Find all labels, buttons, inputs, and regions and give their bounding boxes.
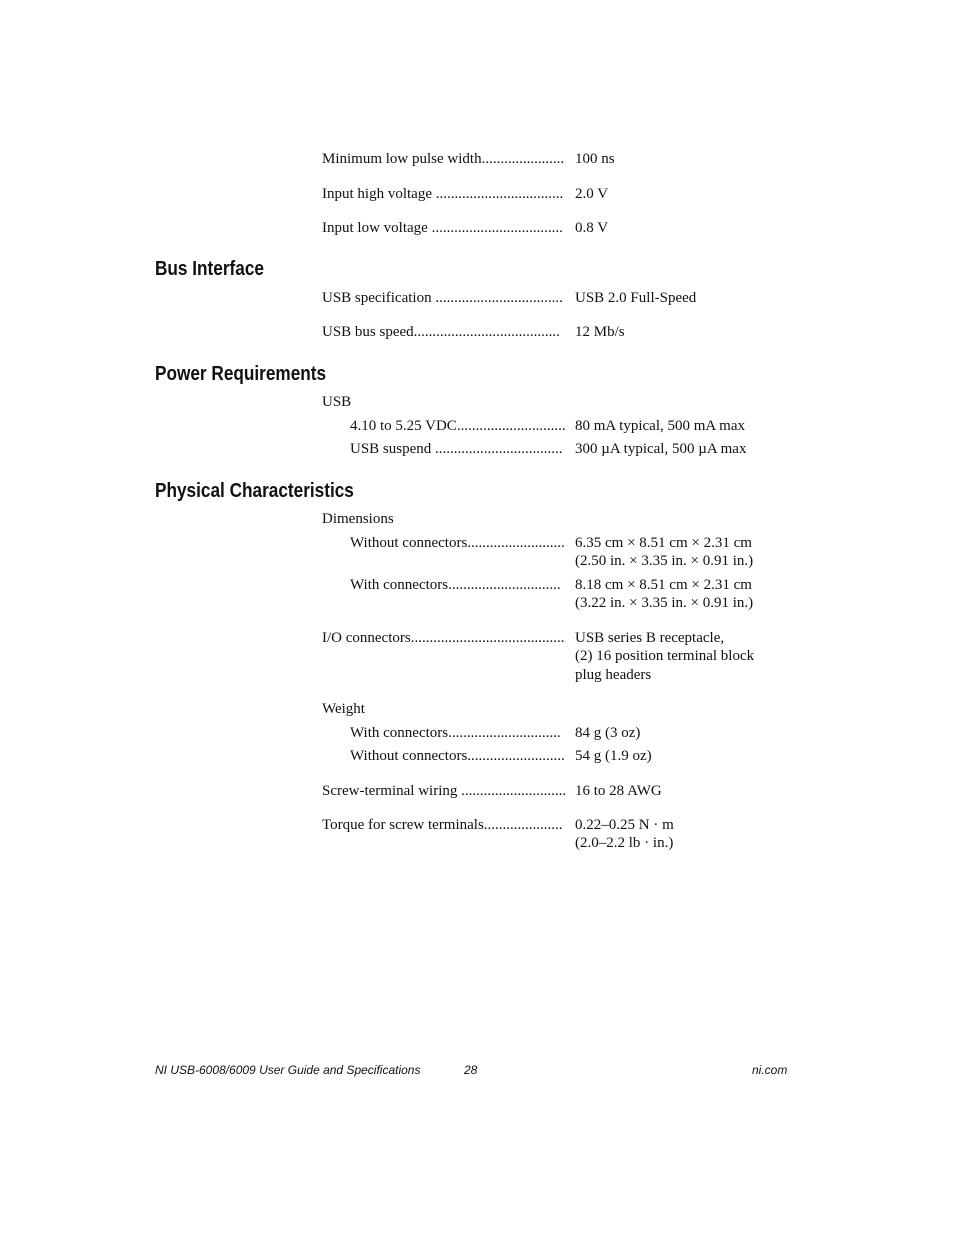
spec-value: 2.0 V bbox=[575, 186, 609, 202]
spec-label: With connectors.............................. bbox=[350, 725, 561, 741]
spec-value: 84 g (3 oz) bbox=[575, 725, 641, 741]
spec-label: USB bus speed....................................... bbox=[322, 324, 560, 340]
spec-row-dimensions-with-connectors bbox=[350, 575, 782, 595]
spec-label: Without connectors.......................... bbox=[350, 535, 565, 551]
spec-label: 4.10 to 5.25 VDC............................. bbox=[350, 418, 566, 434]
spec-label: USB specification .................................. bbox=[322, 290, 563, 306]
spec-label: Minimum low pulse width...................... bbox=[322, 151, 565, 167]
spec-value-continuation: plug headers bbox=[575, 667, 652, 683]
spec-label: USB suspend .................................. bbox=[350, 441, 563, 457]
spec-label: Input low voltage ................................... bbox=[322, 220, 563, 236]
spec-label: Torque for screw terminals..................... bbox=[322, 817, 563, 833]
spec-value: 300 µA typical, 500 µA max bbox=[575, 441, 747, 457]
footer-website: ni.com bbox=[752, 1063, 788, 1077]
section-heading-power-requirements: Power Requirements bbox=[155, 363, 327, 385]
spec-value-continuation: (2) 16 position terminal block bbox=[575, 648, 755, 664]
spec-value-continuation: (2.50 in. × 3.35 in. × 0.91 in.) bbox=[575, 553, 754, 569]
spec-row-io-connectors bbox=[322, 628, 782, 648]
spec-label: With connectors.............................. bbox=[350, 577, 561, 593]
group-label-weight: Weight bbox=[322, 701, 365, 717]
spec-value: 16 to 28 AWG bbox=[575, 783, 662, 799]
footer-page-number: 28 bbox=[464, 1063, 478, 1077]
spec-value: 80 mA typical, 500 mA max bbox=[575, 418, 745, 434]
spec-row-vdc-range bbox=[350, 416, 782, 436]
spec-value: 54 g (1.9 oz) bbox=[575, 748, 652, 764]
spec-row-torque bbox=[322, 815, 782, 835]
spec-row-input-high-voltage bbox=[322, 184, 782, 204]
spec-row-dimensions-without-connectors bbox=[350, 533, 782, 553]
spec-label: I/O connectors......................................... bbox=[322, 630, 565, 646]
spec-value: 12 Mb/s bbox=[575, 324, 625, 340]
spec-row-weight-without-connectors bbox=[350, 746, 782, 766]
spec-row-usb-suspend bbox=[350, 439, 782, 459]
spec-row-usb-bus-speed bbox=[322, 322, 782, 342]
spec-row-usb-specification bbox=[322, 288, 782, 308]
group-label-dimensions: Dimensions bbox=[322, 511, 394, 527]
spec-row-weight-with-connectors bbox=[350, 723, 782, 743]
spec-label: Screw-terminal wiring ............................ bbox=[322, 783, 567, 799]
spec-row-min-low-pulse-width bbox=[322, 149, 782, 169]
spec-row-screw-terminal-wiring bbox=[322, 781, 782, 801]
spec-value: 0.22–0.25 N · m bbox=[575, 817, 674, 833]
spec-value-continuation: (3.22 in. × 3.35 in. × 0.91 in.) bbox=[575, 595, 754, 611]
spec-value: USB series B receptacle, bbox=[575, 630, 725, 646]
spec-value-continuation: (2.0–2.2 lb · in.) bbox=[575, 835, 674, 851]
spec-value: 0.8 V bbox=[575, 220, 609, 236]
spec-value: 6.35 cm × 8.51 cm × 2.31 cm bbox=[575, 535, 752, 551]
section-heading-physical-characteristics: Physical Characteristics bbox=[155, 480, 354, 502]
footer-document-title: NI USB-6008/6009 User Guide and Specifications bbox=[155, 1063, 421, 1077]
spec-label: Input high voltage .................................. bbox=[322, 186, 564, 202]
spec-value: USB 2.0 Full-Speed bbox=[575, 290, 697, 306]
spec-row-input-low-voltage bbox=[322, 218, 782, 238]
spec-value: 100 ns bbox=[575, 151, 615, 167]
spec-label: Without connectors.......................... bbox=[350, 748, 565, 764]
section-heading-bus-interface: Bus Interface bbox=[155, 258, 264, 280]
spec-value: 8.18 cm × 8.51 cm × 2.31 cm bbox=[575, 577, 752, 593]
group-label-usb: USB bbox=[322, 394, 352, 410]
